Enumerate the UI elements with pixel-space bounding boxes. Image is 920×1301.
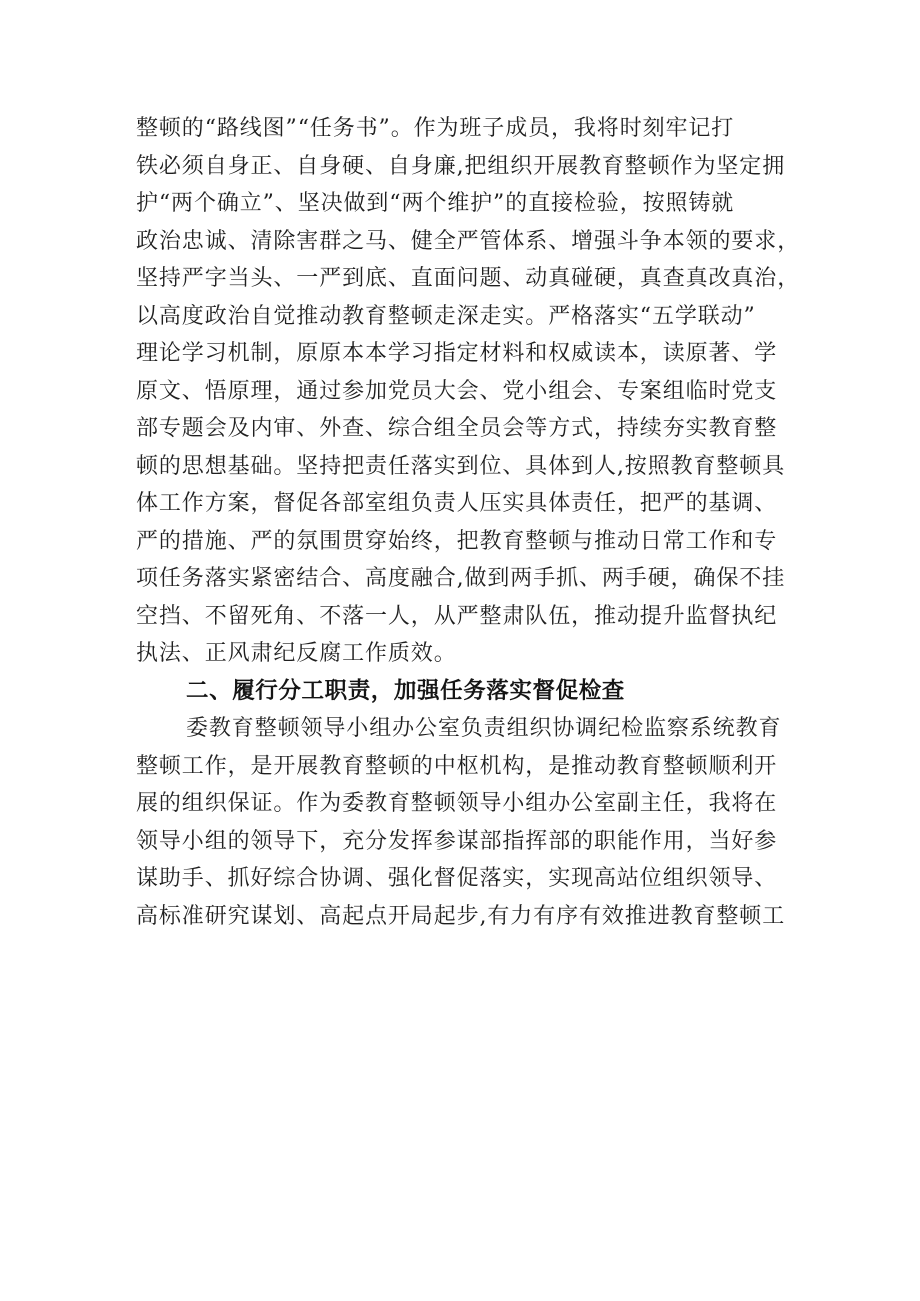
paragraph-1-line: 执法、正风肃纪反腐工作质效。 — [136, 641, 457, 666]
paragraph-2-line: 委教育整顿领导小组办公室负责组织协调纪检监察系统教育 — [186, 716, 782, 741]
paragraph-1-line: 坚持严字当头、一严到底、直面问题、动真碰硬，真查真改真治， — [136, 266, 801, 291]
paragraph-2-line: 领导小组的领导下，充分发挥参谋部指挥部的职能作用，当好参 — [136, 828, 778, 854]
section-heading: 二、履行分工职责，加强任务落实督促检查 — [186, 677, 625, 704]
paragraph-1-line: 护“两个确立”、坚决做到“两个维护”的直接检验，按照铸就 — [136, 191, 735, 216]
paragraph-1-line: 整顿的“路线图”“任务书”。作为班子成员，我将时刻牢记打 — [136, 116, 735, 141]
paragraph-2-line: 展的组织保证。作为委教育整顿领导小组办公室副主任，我将在 — [136, 791, 778, 816]
paragraph-1-line: 严的措施、严的氛围贯穿始终，把教育整顿与推动日常工作和专 — [136, 528, 778, 554]
paragraph-1-line: 理论学习机制，原原本本学习指定材料和权威读本，读原著、学 — [136, 341, 778, 366]
paragraph-1-line: 政治忠诚、清除害群之马、健全严管体系、增强斗争本领的要求， — [136, 228, 801, 254]
paragraph-1-line: 以高度政治自觉推动教育整顿走深走实。严格落实“五学联动” — [136, 303, 756, 329]
paragraph-2-line: 谋助手、抓好综合协调、强化督促落实，实现高站位组织领导、 — [136, 866, 778, 891]
paragraph-1-line: 顿的思想基础。坚持把责任落实到位、具体到人,按照教育整顿具 — [136, 453, 786, 479]
paragraph-1-line: 空挡、不留死角、不落一人，从严整肃队伍，推动提升监督执纪 — [136, 603, 778, 629]
paragraph-2-line: 整顿工作，是开展教育整顿的中枢机构，是推动教育整顿顺利开 — [136, 753, 778, 779]
paragraph-1-line: 铁必须自身正、自身硬、自身廉,把组织开展教育整顿作为坚定拥 — [136, 153, 786, 179]
document-body — [136, 110, 801, 935]
paragraph-1-line: 体工作方案，督促各部室组负责人压实具体责任，把严的基调、 — [136, 491, 778, 516]
paragraph-1-line: 部专题会及内审、外查、综合组全员会等方式，持续夯实教育整 — [136, 416, 778, 441]
paragraph-1-line: 项任务落实紧密结合、高度融合,做到两手抓、两手硬，确保不挂 — [136, 566, 786, 591]
paragraph-1-line: 原文、悟原理，通过参加党员大会、党小组会、专案组临时党支 — [136, 378, 778, 404]
paragraph-2-line: 高标准研究谋划、高起点开局起步,有力有序有效推进教育整顿工 — [136, 903, 786, 929]
